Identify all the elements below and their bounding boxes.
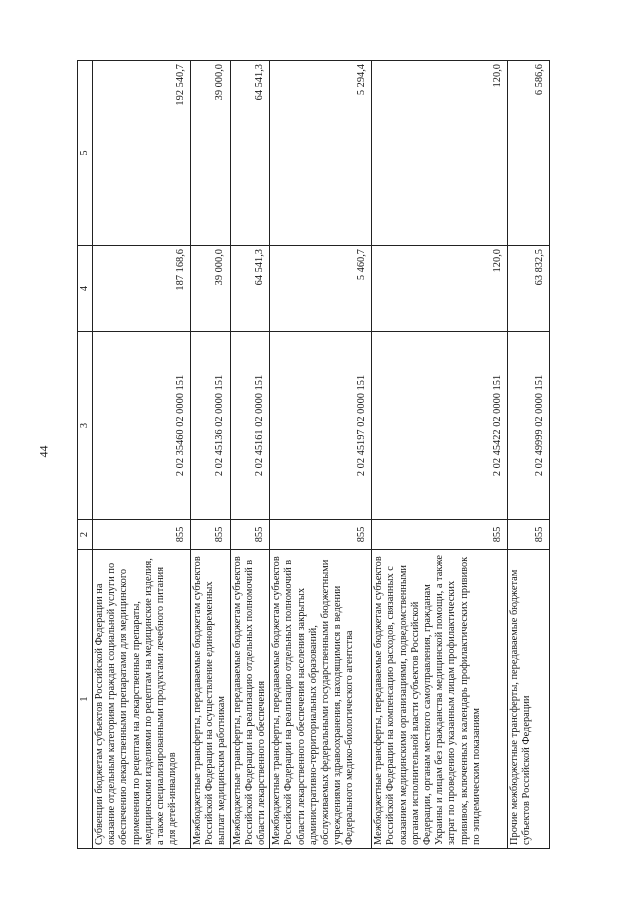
row-budget-code: 2 02 45161 02 0000 151	[230, 332, 270, 520]
row-budget-code: 2 02 45136 02 0000 151	[191, 332, 231, 520]
table-row	[372, 61, 508, 849]
row-value-2: 192 540,7	[93, 61, 191, 246]
rotated-table-container	[77, 61, 550, 849]
budget-table	[77, 60, 550, 849]
row-admin-code: 855	[372, 520, 508, 550]
row-value-1: 39 000,0	[191, 246, 231, 332]
row-admin-code: 855	[270, 520, 372, 550]
header-cell: 3	[78, 332, 93, 520]
table-row	[230, 61, 270, 849]
row-value-2: 64 541,3	[230, 61, 270, 246]
row-value-1: 64 541,3	[230, 246, 270, 332]
table-row	[508, 61, 550, 849]
header-cell: 4	[78, 246, 93, 332]
row-value-2: 120,0	[372, 61, 508, 246]
row-budget-code: 2 02 45197 02 0000 151	[270, 332, 372, 520]
row-value-1: 63 832,5	[508, 246, 550, 332]
row-name: Прочие межбюджетные трансферты, передаваемые бюджетам субъектов Российской Федерации	[508, 550, 550, 849]
page-number: 44	[36, 445, 51, 458]
table-row	[191, 61, 231, 849]
row-name: Межбюджетные трансферты, передаваемые бюджетам субъектов Российской Федерации на осуществление единовременных выплат медицинским работникам	[191, 550, 231, 849]
row-name: Субвенции бюджетам субъектов Российской Федерации на оказание отдельным категориям граждан социальной услуги по обеспечению лекарственными препаратами для медицинского применения по рецептам на лекарственные препараты, медицинскими изделиями по рецептам на медицинские изделия, а также специализированными продуктами лечебного питания для детей-инвалидов	[93, 550, 191, 849]
row-admin-code: 855	[230, 520, 270, 550]
row-value-1: 120,0	[372, 246, 508, 332]
row-value-2: 39 000,0	[191, 61, 231, 246]
row-name: Межбюджетные трансферты, передаваемые бюджетам субъектов Российской Федерации на реализацию отдельных полномочий в области лекарственного обеспечения населения закрытых административно-территориальных образований, обслуживаемых федеральными государственными бюджетными учреждениями здравоохранения, находящимися в ведении Федерального медико-биологического агентства	[270, 550, 372, 849]
row-budget-code: 2 02 45422 02 0000 151	[372, 332, 508, 520]
row-budget-code: 2 02 49999 02 0000 151	[508, 332, 550, 520]
row-admin-code: 855	[93, 520, 191, 550]
row-value-1: 187 168,6	[93, 246, 191, 332]
row-value-2: 5 294,4	[270, 61, 372, 246]
row-admin-code: 855	[191, 520, 231, 550]
header-cell: 1	[78, 550, 93, 849]
header-row	[78, 61, 93, 849]
row-admin-code: 855	[508, 520, 550, 550]
header-cell: 2	[78, 520, 93, 550]
header-cell: 5	[78, 61, 93, 246]
row-value-1: 5 460,7	[270, 246, 372, 332]
table-row	[93, 61, 191, 849]
row-name: Межбюджетные трансферты, передаваемые бюджетам субъектов Российской Федерации на компенсацию расходов, связанных с оказанием медицинскими организациями, подведомственными органам исполнительной власти субъектов Российской Федерации, органам местного самоуправления, гражданам Украины и лицам без гражданства медицинской помощи, а также затрат по проведению указанным лицам профилактических прививок, включенных в календарь профилактических прививок по эпидемическим показаниям	[372, 550, 508, 849]
table-row	[270, 61, 372, 849]
row-budget-code: 2 02 35460 02 0000 151	[93, 332, 191, 520]
row-value-2: 6 586,6	[508, 61, 550, 246]
row-name: Межбюджетные трансферты, передаваемые бюджетам субъектов Российской Федерации на реализацию отдельных полномочий в области лекарственного обеспечения	[230, 550, 270, 849]
